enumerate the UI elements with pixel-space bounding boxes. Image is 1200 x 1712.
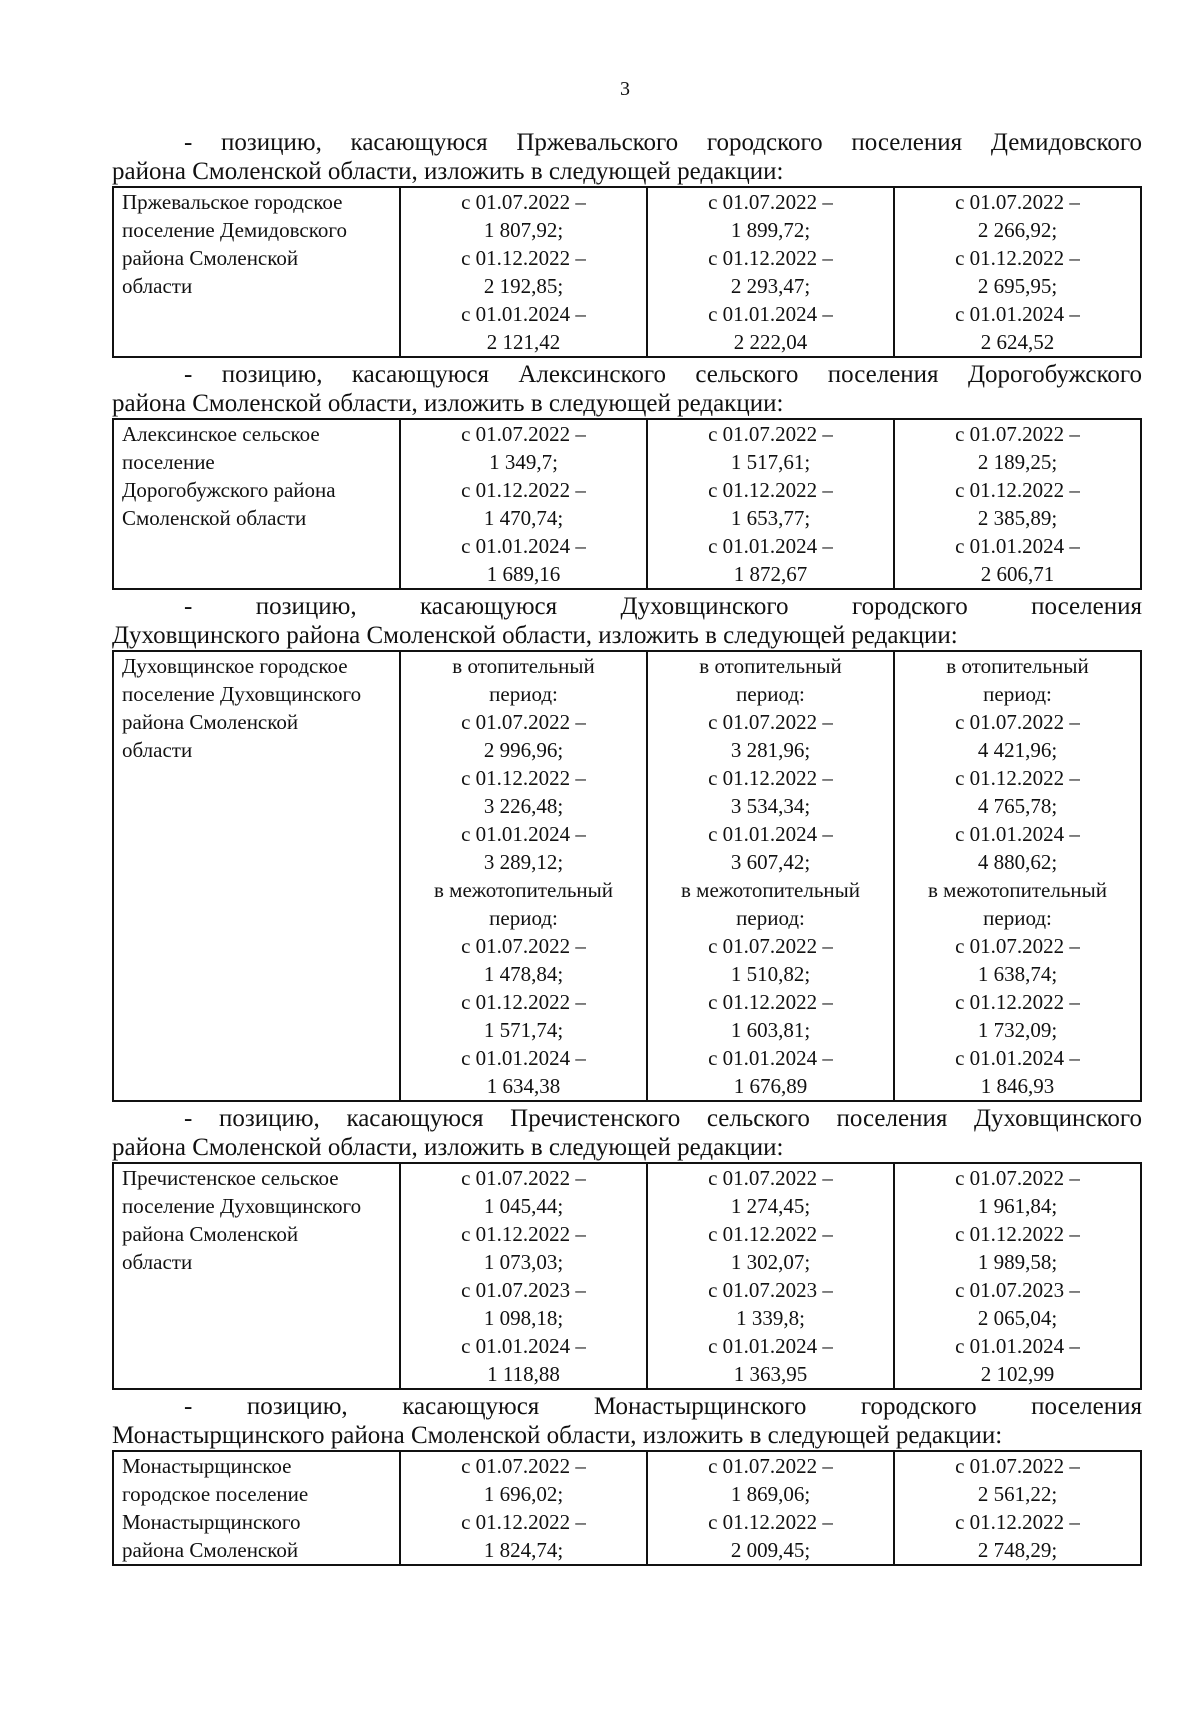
table-row <box>113 1451 1141 1565</box>
settlement-name-line: района Смоленской <box>122 246 299 270</box>
settlement-name-line: области <box>122 1250 193 1274</box>
tariff-line: с 01.01.2024 – <box>955 1046 1080 1070</box>
tariff-line: с 01.01.2024 – <box>461 302 586 326</box>
tariff-line: с 01.01.2024 – <box>461 822 586 846</box>
table-row <box>113 651 1141 1101</box>
tariff-table <box>112 418 1142 590</box>
tariff-line: 1 824,74; <box>483 1538 564 1562</box>
settlement-name-line: поселение <box>122 450 215 474</box>
intro-line: Духовщинского района Смоленской области, изложить в следующей редакции: <box>112 622 958 649</box>
tariff-line: период: <box>983 682 1052 706</box>
tariff-cell <box>400 1163 647 1389</box>
tariff-line: 4 880,62; <box>977 850 1058 874</box>
tariff-line: с 01.07.2022 – <box>461 710 586 734</box>
tariff-line: 1 961,84; <box>977 1194 1058 1218</box>
tariff-line: 2 624,52 <box>980 330 1055 354</box>
tariff-cell <box>400 651 647 1101</box>
tariff-line: с 01.12.2022 – <box>708 246 833 270</box>
intro-line: - позицию, касающуюся Монастырщинского городского поселения <box>184 1393 1142 1420</box>
tariff-line: 1 989,58; <box>977 1250 1058 1274</box>
section-intro <box>112 128 1142 186</box>
tariff-line: 4 765,78; <box>977 794 1058 818</box>
tariff-line: с 01.07.2023 – <box>955 1278 1080 1302</box>
tariff-line: с 01.01.2024 – <box>461 1046 586 1070</box>
tariff-line: 3 607,42; <box>730 850 811 874</box>
tariff-line: 3 289,12; <box>483 850 564 874</box>
tariff-line: 1 653,77; <box>730 506 811 530</box>
tariff-line: с 01.12.2022 – <box>708 478 833 502</box>
tariff-line: с 01.12.2022 – <box>955 990 1080 1014</box>
tariff-line: период: <box>489 906 558 930</box>
section-intro <box>112 1104 1142 1162</box>
tariff-line: с 01.12.2022 – <box>461 990 586 1014</box>
tariff-table <box>112 186 1142 358</box>
tariff-line: 2 606,71 <box>980 562 1055 586</box>
table-row <box>113 1163 1141 1389</box>
tariff-line: с 01.01.2024 – <box>708 302 833 326</box>
tariff-line: с 01.07.2022 – <box>955 710 1080 734</box>
settlement-name-cell <box>113 1451 400 1565</box>
tariff-line: с 01.07.2022 – <box>708 934 833 958</box>
tariff-line: с 01.01.2024 – <box>461 534 586 558</box>
settlement-name-line: Пржевальское городское <box>122 190 343 214</box>
tariff-line: период: <box>489 682 558 706</box>
tariff-cell <box>400 1451 647 1565</box>
tariff-line: с 01.12.2022 – <box>708 1222 833 1246</box>
tariff-line: с 01.07.2022 – <box>708 710 833 734</box>
tariff-line: 1 899,72; <box>730 218 811 242</box>
tariff-line: с 01.01.2024 – <box>461 1334 586 1358</box>
tariff-line: в межотопительный <box>433 878 613 902</box>
tariff-line: с 01.12.2022 – <box>461 766 586 790</box>
tariff-line: 2 102,99 <box>980 1362 1055 1386</box>
tariff-line: с 01.12.2022 – <box>708 990 833 1014</box>
tariff-line: 1 510,82; <box>730 962 811 986</box>
intro-line: района Смоленской области, изложить в следующей редакции: <box>112 1134 784 1161</box>
tariff-line: 2 996,96; <box>483 738 564 762</box>
tariff-line: 1 732,09; <box>977 1018 1058 1042</box>
settlement-name-cell <box>113 419 400 589</box>
tariff-line: 1 872,67 <box>733 562 808 586</box>
section-intro <box>112 360 1142 418</box>
tariff-cell <box>894 651 1141 1101</box>
tariff-line: 1 470,74; <box>483 506 564 530</box>
intro-line: - позицию, касающуюся Пречистенского сельского поселения Духовщинского <box>184 1105 1142 1132</box>
tariff-line: 1 689,16 <box>486 562 561 586</box>
tariff-line: с 01.07.2022 – <box>461 422 586 446</box>
tariff-line: 1 634,38 <box>486 1074 561 1098</box>
tariff-line: с 01.12.2022 – <box>461 246 586 270</box>
tariff-line: с 01.12.2022 – <box>955 766 1080 790</box>
tariff-cell <box>647 651 894 1101</box>
settlement-name-line: области <box>122 274 193 298</box>
settlement-name-line: области <box>122 738 193 762</box>
tariff-line: 1 696,02; <box>483 1482 564 1506</box>
section-intro <box>112 1392 1142 1450</box>
tariff-table <box>112 650 1142 1102</box>
tariff-line: с 01.01.2024 – <box>708 534 833 558</box>
tariff-cell <box>400 419 647 589</box>
tariff-line: 2 121,42 <box>486 330 561 354</box>
tariff-line: 1 363,95 <box>733 1362 808 1386</box>
tariff-table <box>112 1450 1142 1566</box>
tariff-line: с 01.12.2022 – <box>955 1510 1080 1534</box>
tariff-line: с 01.12.2022 – <box>955 246 1080 270</box>
settlement-name-line: Монастырщинского <box>122 1510 301 1534</box>
tariff-line: 1 676,89 <box>733 1074 808 1098</box>
page-number: 3 <box>620 78 630 100</box>
intro-line: - позицию, касающуюся Пржевальского городского поселения Демидовского <box>184 129 1142 156</box>
tariff-line: 1 846,93 <box>980 1074 1055 1098</box>
intro-line: района Смоленской области, изложить в следующей редакции: <box>112 158 784 185</box>
tariff-line: период: <box>736 682 805 706</box>
section-intro <box>112 592 1142 650</box>
tariff-line: с 01.07.2022 – <box>955 934 1080 958</box>
settlement-name-line: района Смоленской <box>122 1538 299 1562</box>
settlement-name-line: Духовщинское городское <box>122 654 348 678</box>
tariff-line: с 01.07.2022 – <box>461 190 586 214</box>
tariff-line: с 01.07.2022 – <box>461 1166 586 1190</box>
tariff-line: с 01.12.2022 – <box>461 478 586 502</box>
settlement-name-cell <box>113 651 400 1101</box>
tariff-line: 2 065,04; <box>977 1306 1058 1330</box>
tariff-line: в отопительный <box>699 654 842 678</box>
tariff-line: с 01.01.2024 – <box>955 822 1080 846</box>
tariff-line: 3 281,96; <box>730 738 811 762</box>
tariff-table <box>112 1162 1142 1390</box>
settlement-name-cell <box>113 1163 400 1389</box>
settlement-name-line: поселение Духовщинского <box>122 1194 362 1218</box>
tariff-line: 2 561,22; <box>977 1482 1058 1506</box>
tariff-line: в отопительный <box>452 654 595 678</box>
tariff-line: с 01.07.2022 – <box>461 934 586 958</box>
tariff-cell <box>400 187 647 357</box>
tariff-line: с 01.12.2022 – <box>708 1510 833 1534</box>
tariff-line: с 01.01.2024 – <box>955 534 1080 558</box>
tariff-line: 2 385,89; <box>977 506 1058 530</box>
tariff-line: с 01.07.2022 – <box>708 190 833 214</box>
settlement-name-line: Дорогобужского района <box>122 478 336 502</box>
tariff-line: с 01.07.2023 – <box>708 1278 833 1302</box>
document-body <box>112 128 1142 1568</box>
intro-line: Монастырщинского района Смоленской области, изложить в следующей редакции: <box>112 1422 1003 1449</box>
tariff-line: 1 339,8; <box>736 1306 805 1330</box>
tariff-line: 2 695,95; <box>977 274 1058 298</box>
settlement-name-line: поселение Духовщинского <box>122 682 362 706</box>
tariff-line: 1 869,06; <box>730 1482 811 1506</box>
tariff-line: в отопительный <box>946 654 1089 678</box>
tariff-line: с 01.07.2022 – <box>708 1454 833 1478</box>
tariff-line: 2 222,04 <box>733 330 808 354</box>
settlement-name-line: района Смоленской <box>122 710 299 734</box>
tariff-line: с 01.07.2022 – <box>708 422 833 446</box>
tariff-line: 1 302,07; <box>730 1250 811 1274</box>
tariff-line: с 01.07.2023 – <box>461 1278 586 1302</box>
tariff-line: 1 571,74; <box>483 1018 564 1042</box>
settlement-name-line: Смоленской области <box>122 506 307 530</box>
tariff-line: 1 274,45; <box>730 1194 811 1218</box>
tariff-line: 1 118,88 <box>487 1362 560 1386</box>
tariff-line: с 01.12.2022 – <box>708 766 833 790</box>
tariff-cell <box>894 419 1141 589</box>
tariff-line: 1 098,18; <box>483 1306 564 1330</box>
tariff-cell <box>894 187 1141 357</box>
tariff-line: в межотопительный <box>927 878 1107 902</box>
tariff-line: с 01.01.2024 – <box>708 1334 833 1358</box>
tariff-line: с 01.12.2022 – <box>461 1510 586 1534</box>
tariff-line: 2 748,29; <box>977 1538 1058 1562</box>
tariff-cell <box>894 1451 1141 1565</box>
tariff-line: 1 638,74; <box>977 962 1058 986</box>
tariff-line: 2 293,47; <box>730 274 811 298</box>
tariff-cell <box>647 1451 894 1565</box>
tariff-line: с 01.01.2024 – <box>708 1046 833 1070</box>
tariff-line: 1 478,84; <box>483 962 564 986</box>
tariff-line: с 01.01.2024 – <box>955 1334 1080 1358</box>
intro-line: района Смоленской области, изложить в следующей редакции: <box>112 390 784 417</box>
tariff-line: с 01.07.2022 – <box>461 1454 586 1478</box>
tariff-cell <box>647 1163 894 1389</box>
settlement-name-cell <box>113 187 400 357</box>
tariff-cell <box>647 187 894 357</box>
tariff-line: период: <box>983 906 1052 930</box>
tariff-line: 2 189,25; <box>977 450 1058 474</box>
tariff-line: 1 517,61; <box>730 450 811 474</box>
tariff-line: в межотопительный <box>680 878 860 902</box>
tariff-line: с 01.12.2022 – <box>461 1222 586 1246</box>
tariff-line: 1 807,92; <box>483 218 564 242</box>
tariff-cell <box>894 1163 1141 1389</box>
intro-line: - позицию, касающуюся Алексинского сельского поселения Дорогобужского <box>184 361 1142 388</box>
tariff-line: с 01.01.2024 – <box>708 822 833 846</box>
tariff-line: с 01.12.2022 – <box>955 1222 1080 1246</box>
tariff-line: 2 192,85; <box>483 274 564 298</box>
tariff-line: 3 534,34; <box>730 794 811 818</box>
settlement-name-line: района Смоленской <box>122 1222 299 1246</box>
table-row <box>113 419 1141 589</box>
intro-line: - позицию, касающуюся Духовщинского городского поселения <box>184 593 1142 620</box>
tariff-line: с 01.07.2022 – <box>955 422 1080 446</box>
tariff-line: с 01.07.2022 – <box>955 1454 1080 1478</box>
tariff-line: 2 009,45; <box>730 1538 811 1562</box>
tariff-line: период: <box>736 906 805 930</box>
settlement-name-line: поселение Демидовского <box>122 218 347 242</box>
tariff-line: с 01.07.2022 – <box>955 1166 1080 1190</box>
tariff-line: 1 073,03; <box>483 1250 564 1274</box>
tariff-line: 1 045,44; <box>483 1194 564 1218</box>
settlement-name-line: городское поселение <box>122 1482 309 1506</box>
tariff-line: 2 266,92; <box>977 218 1058 242</box>
tariff-cell <box>647 419 894 589</box>
tariff-line: 1 349,7; <box>489 450 558 474</box>
settlement-name-line: Алексинское сельское <box>122 422 320 446</box>
table-row <box>113 187 1141 357</box>
tariff-line: с 01.07.2022 – <box>708 1166 833 1190</box>
settlement-name-line: Пречистенское сельское <box>122 1166 339 1190</box>
tariff-line: 1 603,81; <box>730 1018 811 1042</box>
tariff-line: с 01.07.2022 – <box>955 190 1080 214</box>
tariff-line: с 01.01.2024 – <box>955 302 1080 326</box>
tariff-line: с 01.12.2022 – <box>955 478 1080 502</box>
settlement-name-line: Монастырщинское <box>122 1454 292 1478</box>
tariff-line: 3 226,48; <box>483 794 564 818</box>
tariff-line: 4 421,96; <box>977 738 1058 762</box>
